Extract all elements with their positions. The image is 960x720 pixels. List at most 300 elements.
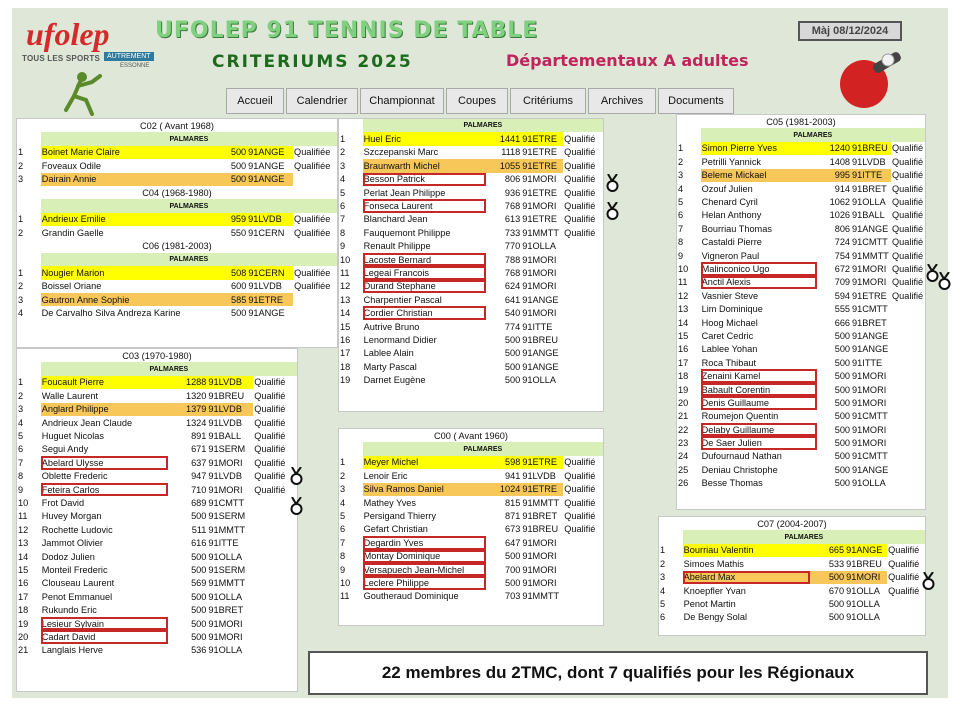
club-cell: 91ANGE bbox=[522, 294, 559, 305]
points-cell: 1118 bbox=[501, 147, 521, 158]
name-cell: Deniau Christophe bbox=[701, 464, 778, 475]
points-cell: 500 bbox=[191, 511, 207, 522]
club-cell: 91MORI bbox=[522, 254, 557, 265]
name-cell: Blanchard Jean bbox=[363, 214, 428, 225]
name-cell: Goutheraud Dominique bbox=[363, 591, 459, 602]
name-cell: Lablee Yohan bbox=[701, 344, 758, 355]
club-cell: 91ETRE bbox=[521, 483, 563, 496]
points-cell: 673 bbox=[504, 524, 521, 535]
logo-tagline-box: AUTREMENT bbox=[104, 52, 154, 61]
name-cell: Caret Cedric bbox=[701, 330, 754, 341]
rank-cell: 17 bbox=[339, 347, 363, 360]
status-cell bbox=[891, 396, 925, 409]
club-cell: 91LVDB bbox=[852, 156, 886, 167]
points-cell: 666 bbox=[834, 317, 851, 328]
status-cell: Qualifiée bbox=[294, 147, 331, 158]
points-cell: 500 bbox=[834, 397, 851, 408]
points-cell: 500 bbox=[834, 411, 851, 422]
status-cell: Qualifié bbox=[564, 457, 596, 468]
table-row bbox=[339, 280, 603, 293]
club-cell: 91MORI bbox=[522, 281, 557, 292]
club-cell: 91ANGE bbox=[852, 223, 889, 234]
table-row bbox=[17, 416, 297, 429]
points-cell: 500 bbox=[834, 371, 851, 382]
table-row bbox=[17, 376, 297, 389]
nav-championnat[interactable]: Championnat bbox=[360, 88, 444, 114]
table-row bbox=[17, 483, 297, 496]
rank-cell: 16 bbox=[677, 343, 701, 356]
nav-accueil[interactable]: Accueil bbox=[226, 88, 284, 114]
name-cell: Castaldi Pierre bbox=[701, 237, 762, 248]
points-cell: 500 bbox=[230, 308, 247, 319]
club-cell: 91OLLA bbox=[522, 375, 556, 386]
club-cell: 91MMTT bbox=[208, 578, 246, 589]
points-cell: 672 bbox=[834, 263, 851, 274]
name-cell: Jammot Olivier bbox=[41, 538, 103, 549]
nav-documents[interactable]: Documents bbox=[658, 88, 734, 114]
club-cell: 91CERN bbox=[247, 266, 293, 279]
club-cell: 91ITTE bbox=[851, 169, 891, 182]
rank-cell: 19 bbox=[17, 617, 41, 630]
points-cell: 670 bbox=[828, 585, 845, 596]
club-cell: 91LVDB bbox=[208, 471, 242, 482]
rank-cell: 9 bbox=[677, 249, 701, 262]
club-cell: 91ETRE bbox=[522, 147, 557, 158]
rank-cell: 8 bbox=[677, 236, 701, 249]
rank-cell: 11 bbox=[17, 510, 41, 523]
club-cell: 91OLLA bbox=[846, 599, 880, 610]
table-row bbox=[339, 186, 603, 199]
table-row bbox=[677, 142, 925, 155]
rank-cell: 12 bbox=[677, 289, 701, 302]
status-cell bbox=[891, 302, 925, 315]
name-cell: Cadart David bbox=[41, 630, 168, 643]
status-cell: Qualifié bbox=[892, 250, 924, 261]
table-row bbox=[17, 630, 297, 643]
table-row bbox=[677, 302, 925, 315]
status-cell bbox=[563, 306, 603, 319]
status-cell: Qualifié bbox=[564, 187, 596, 198]
status-cell: Qualifié bbox=[564, 174, 596, 185]
name-cell: Abelard Max bbox=[683, 571, 810, 584]
status-cell bbox=[563, 360, 603, 373]
club-cell: 91MORI bbox=[845, 571, 887, 584]
name-cell: Petrilli Yannick bbox=[701, 156, 762, 167]
name-cell: Langlais Herve bbox=[41, 645, 103, 656]
status-cell bbox=[563, 333, 603, 346]
palmares-header: PALMARES bbox=[363, 442, 603, 455]
points-cell: 536 bbox=[191, 645, 207, 656]
name-cell: Beleme Mickael bbox=[701, 169, 818, 182]
table-row bbox=[677, 410, 925, 423]
name-cell: Clouseau Laurent bbox=[41, 578, 115, 589]
table-row bbox=[659, 611, 925, 624]
club-cell: 91OLLA bbox=[846, 612, 880, 623]
table-row bbox=[17, 159, 337, 172]
table-row bbox=[17, 429, 297, 442]
club-cell: 91MORI bbox=[522, 564, 557, 575]
name-cell: Degardin Yves bbox=[363, 536, 486, 549]
club-cell: 91MORI bbox=[208, 618, 243, 629]
c01-table bbox=[339, 119, 603, 387]
table-row bbox=[17, 456, 297, 469]
club-cell: 91MMTT bbox=[208, 524, 246, 535]
rank-cell: 3 bbox=[17, 173, 41, 186]
table-row bbox=[17, 306, 337, 319]
name-cell: De Bengy Solal bbox=[683, 612, 747, 623]
women-tables-panel bbox=[16, 118, 338, 348]
table-row bbox=[17, 389, 297, 402]
name-cell: Lim Dominique bbox=[701, 304, 763, 315]
club-cell: 91BREU bbox=[522, 524, 559, 535]
status-cell bbox=[891, 329, 925, 342]
club-cell: 91ITTE bbox=[852, 357, 883, 368]
nav-coupes[interactable]: Coupes bbox=[446, 88, 508, 114]
name-cell: Chenard Cyril bbox=[701, 197, 758, 208]
status-cell bbox=[253, 577, 297, 590]
status-cell bbox=[563, 320, 603, 333]
table-row bbox=[677, 209, 925, 222]
status-cell bbox=[891, 423, 925, 436]
table-row bbox=[659, 544, 925, 557]
table-row bbox=[17, 563, 297, 576]
status-cell: Qualifié bbox=[254, 444, 286, 455]
club-cell: 91MMTT bbox=[852, 250, 889, 261]
club-cell: 91BRET bbox=[852, 183, 887, 194]
status-cell bbox=[253, 630, 297, 643]
status-cell: Qualifié bbox=[564, 524, 596, 535]
table-row bbox=[339, 213, 603, 226]
points-cell: 500 bbox=[834, 464, 851, 475]
name-cell: Charpentier Pascal bbox=[363, 294, 442, 305]
club-cell: 91MORI bbox=[522, 201, 557, 212]
points-cell: 724 bbox=[834, 237, 851, 248]
rank-cell: 22 bbox=[677, 423, 701, 436]
status-cell: Qualifié bbox=[892, 290, 924, 301]
status-cell: Qualifiée bbox=[294, 267, 331, 278]
table-row bbox=[339, 360, 603, 373]
status-cell: Qualifié bbox=[892, 143, 924, 154]
club-cell: 91ANGE bbox=[248, 160, 285, 171]
rank-cell: 5 bbox=[339, 186, 363, 199]
table-row bbox=[339, 550, 603, 563]
points-cell: 1320 bbox=[185, 390, 207, 401]
points-cell: 1062 bbox=[829, 197, 851, 208]
status-cell bbox=[887, 611, 925, 624]
table-row bbox=[17, 280, 337, 293]
rank-cell: 5 bbox=[677, 195, 701, 208]
table-row bbox=[17, 536, 297, 549]
table-row bbox=[677, 383, 925, 396]
points-cell: 710 bbox=[191, 484, 207, 495]
club-cell: 91ANGE bbox=[247, 146, 293, 159]
name-cell: Braunwarth Michel bbox=[363, 159, 486, 172]
points-cell: 941 bbox=[504, 470, 521, 481]
club-cell: 91ANGE bbox=[248, 308, 285, 319]
club-cell: 91ANGE bbox=[522, 361, 559, 372]
rank-cell: 18 bbox=[339, 360, 363, 373]
name-cell: Szczepanski Marc bbox=[363, 147, 439, 158]
table-row bbox=[17, 590, 297, 603]
name-cell: Gautron Anne Sophie bbox=[41, 293, 208, 306]
club-cell: 91MORI bbox=[852, 438, 887, 449]
rank-cell: 4 bbox=[17, 416, 41, 429]
table-row bbox=[659, 571, 925, 584]
nav-archives[interactable]: Archives bbox=[588, 88, 656, 114]
rank-cell: 10 bbox=[17, 496, 41, 509]
c00-table bbox=[339, 429, 603, 603]
rank-cell: 1 bbox=[17, 376, 41, 389]
c05-panel bbox=[676, 114, 926, 510]
club-cell: 91MORI bbox=[852, 397, 887, 408]
table-row bbox=[339, 536, 603, 549]
rank-cell: 5 bbox=[659, 597, 683, 610]
table-row bbox=[677, 463, 925, 476]
status-cell bbox=[253, 563, 297, 576]
name-cell: Fonseca Laurent bbox=[363, 199, 486, 212]
status-cell bbox=[891, 436, 925, 449]
palmares-header: PALMARES bbox=[701, 128, 925, 141]
club-cell: 91ITTE bbox=[522, 321, 553, 332]
club-cell: 91BREU bbox=[522, 334, 559, 345]
points-cell: 511 bbox=[191, 524, 207, 535]
rank-cell: 10 bbox=[339, 253, 363, 266]
club-cell: 91LVDB bbox=[522, 470, 556, 481]
status-cell: Qualifié bbox=[888, 558, 920, 569]
points-cell: 768 bbox=[504, 201, 521, 212]
points-cell: 947 bbox=[191, 471, 207, 482]
page-background bbox=[12, 8, 948, 698]
table-row bbox=[17, 577, 297, 590]
table-row bbox=[17, 496, 297, 509]
points-cell: 500 bbox=[230, 160, 247, 171]
name-cell: Meyer Michel bbox=[363, 456, 486, 469]
rank-cell: 4 bbox=[659, 584, 683, 597]
table-row bbox=[339, 563, 603, 576]
name-cell: Renault Philippe bbox=[363, 241, 431, 252]
c03-table bbox=[17, 349, 297, 657]
points-cell: 806 bbox=[834, 223, 851, 234]
points-cell: 500 bbox=[191, 631, 207, 642]
ufolep-logo[interactable] bbox=[12, 8, 151, 118]
club-cell: 91MORI bbox=[852, 277, 887, 288]
name-cell: Denis Guillaume bbox=[701, 396, 818, 409]
name-cell: Foveaux Odile bbox=[41, 160, 101, 171]
club-cell: 91ETRE bbox=[521, 132, 563, 145]
points-cell: 733 bbox=[504, 227, 521, 238]
category-title: C06 (1981-2003) bbox=[17, 240, 337, 253]
rank-cell: 2 bbox=[339, 146, 363, 159]
points-cell: 815 bbox=[504, 497, 521, 508]
status-cell: Qualifié bbox=[892, 223, 924, 234]
rank-cell: 19 bbox=[677, 383, 701, 396]
rank-cell: 18 bbox=[17, 603, 41, 616]
status-cell: Qualifié bbox=[564, 214, 596, 225]
table-row bbox=[339, 483, 603, 496]
palmares-header: PALMARES bbox=[683, 530, 925, 543]
c04-table bbox=[17, 186, 337, 240]
logo-wordmark: ufolep bbox=[26, 16, 110, 52]
name-cell: Lenoir Eric bbox=[363, 470, 408, 481]
status-cell bbox=[891, 410, 925, 423]
table-row bbox=[677, 249, 925, 262]
rank-cell: 13 bbox=[339, 293, 363, 306]
points-cell: 768 bbox=[504, 267, 521, 278]
name-cell: Penot Martin bbox=[683, 599, 736, 610]
name-cell: Boinet Marie Claire bbox=[41, 146, 208, 159]
rank-cell: 20 bbox=[677, 396, 701, 409]
club-cell: 91SERM bbox=[208, 444, 246, 455]
points-cell: 754 bbox=[834, 250, 851, 261]
rank-cell: 21 bbox=[17, 644, 41, 657]
table-row bbox=[677, 450, 925, 463]
status-cell: Qualifié bbox=[892, 263, 924, 274]
name-cell: Roca Thibaut bbox=[701, 357, 757, 368]
points-cell: 500 bbox=[208, 173, 248, 186]
nav-criteriums[interactable]: Critériums bbox=[510, 88, 586, 114]
points-cell: 500 bbox=[810, 571, 846, 584]
club-cell: 91LVDB bbox=[208, 417, 242, 428]
name-cell: Babault Corentin bbox=[701, 383, 818, 396]
status-cell bbox=[563, 576, 603, 589]
name-cell: Huvey Morgan bbox=[41, 511, 102, 522]
status-cell: Qualifié bbox=[254, 431, 286, 442]
category-title: C04 (1968-1980) bbox=[17, 186, 337, 199]
points-cell: 1441 bbox=[486, 132, 522, 145]
points-cell: 1024 bbox=[486, 483, 522, 496]
club-cell: 91BRET bbox=[852, 317, 887, 328]
name-cell: Lesieur Sylvain bbox=[41, 617, 168, 630]
status-cell bbox=[253, 590, 297, 603]
club-cell: 91CMTT bbox=[208, 497, 245, 508]
club-cell: 91MORI bbox=[522, 174, 557, 185]
points-cell: 500 bbox=[191, 564, 207, 575]
rank-cell: 5 bbox=[17, 429, 41, 442]
status-cell bbox=[253, 617, 297, 630]
points-cell: 500 bbox=[828, 599, 845, 610]
name-cell: De Saer Julien bbox=[701, 436, 818, 449]
rank-cell: 2 bbox=[17, 389, 41, 402]
rank-cell: 9 bbox=[339, 240, 363, 253]
page-subtitle: Départementaux A adultes bbox=[506, 51, 749, 70]
status-cell bbox=[253, 603, 297, 616]
rank-cell: 6 bbox=[677, 209, 701, 222]
category-title: C02 ( Avant 1968) bbox=[17, 119, 337, 132]
status-cell bbox=[891, 316, 925, 329]
rank-cell: 3 bbox=[677, 169, 701, 182]
rank-cell: 7 bbox=[339, 213, 363, 226]
name-cell: Delaby Guillaume bbox=[701, 423, 818, 436]
name-cell: Boissel Oriane bbox=[41, 281, 102, 292]
summary-banner: 22 membres du 2TMC, dont 7 qualifiés pour les Régionaux bbox=[308, 651, 928, 695]
club-cell: 91BRET bbox=[522, 511, 558, 522]
table-row bbox=[17, 146, 337, 159]
rank-cell: 18 bbox=[677, 369, 701, 382]
name-cell: Helan Anthony bbox=[701, 210, 762, 221]
table-row bbox=[339, 240, 603, 253]
name-cell: Dodoz Julien bbox=[41, 551, 95, 562]
table-row bbox=[659, 597, 925, 610]
name-cell: Vasnier Steve bbox=[701, 290, 759, 301]
c03-panel bbox=[16, 348, 298, 692]
status-cell: Qualifiée bbox=[294, 214, 331, 225]
rank-cell: 13 bbox=[677, 302, 701, 315]
status-cell: Qualifiée bbox=[294, 227, 331, 238]
status-cell bbox=[891, 369, 925, 382]
name-cell: Darnet Eugène bbox=[363, 375, 426, 386]
points-cell: 871 bbox=[504, 511, 521, 522]
rank-cell: 4 bbox=[17, 306, 41, 319]
points-cell: 500 bbox=[828, 612, 845, 623]
points-cell: 500 bbox=[834, 424, 851, 435]
status-cell: Qualifié bbox=[888, 572, 920, 583]
rank-cell: 17 bbox=[677, 356, 701, 369]
name-cell: Anglard Philippe bbox=[41, 403, 168, 416]
status-cell: Qualifié bbox=[564, 511, 596, 522]
points-cell: 500 bbox=[834, 344, 851, 355]
status-cell bbox=[293, 173, 337, 186]
club-cell: 91MMTT bbox=[522, 591, 560, 602]
status-cell: Qualifié bbox=[892, 277, 924, 288]
status-cell: Qualifié bbox=[254, 457, 286, 468]
nav-calendrier[interactable]: Calendrier bbox=[286, 88, 358, 114]
name-cell: Bourriau Thomas bbox=[701, 223, 772, 234]
c01-panel bbox=[338, 118, 604, 412]
status-cell: Qualifié bbox=[888, 545, 920, 556]
points-cell: 500 bbox=[504, 334, 521, 345]
name-cell: Huel Eric bbox=[363, 132, 486, 145]
table-row bbox=[339, 523, 603, 536]
rank-cell: 6 bbox=[339, 199, 363, 212]
rank-cell: 17 bbox=[17, 590, 41, 603]
rank-cell: 11 bbox=[339, 266, 363, 279]
table-row bbox=[339, 173, 603, 186]
update-date: Màj 08/12/2024 bbox=[798, 21, 902, 41]
club-cell: 91OLLA bbox=[208, 591, 243, 602]
club-cell: 91MMTT bbox=[522, 497, 560, 508]
points-cell: 1379 bbox=[168, 403, 208, 416]
rank-cell: 1 bbox=[677, 142, 701, 155]
points-cell: 500 bbox=[834, 478, 851, 489]
rank-cell: 8 bbox=[339, 226, 363, 239]
rank-cell: 25 bbox=[677, 463, 701, 476]
rank-cell: 10 bbox=[339, 576, 363, 589]
points-cell: 806 bbox=[504, 174, 521, 185]
rank-cell: 1 bbox=[17, 266, 41, 279]
rank-cell: 10 bbox=[677, 262, 701, 275]
name-cell: Rukundo Eric bbox=[41, 605, 97, 616]
palmares-header: PALMARES bbox=[41, 199, 337, 212]
rank-cell: 13 bbox=[17, 536, 41, 549]
rank-cell: 1 bbox=[659, 544, 683, 557]
points-cell: 569 bbox=[191, 578, 207, 589]
status-cell: Qualifié bbox=[254, 417, 286, 428]
club-cell: 91BREU bbox=[846, 558, 882, 569]
name-cell: Roumejon Quentin bbox=[701, 411, 779, 422]
medal-icon bbox=[290, 467, 303, 486]
table-row bbox=[17, 470, 297, 483]
rank-cell: 7 bbox=[677, 222, 701, 235]
rank-cell: 12 bbox=[339, 280, 363, 293]
club-cell: 91OLLA bbox=[208, 551, 243, 562]
points-cell: 500 bbox=[504, 348, 521, 359]
points-cell: 500 bbox=[834, 384, 851, 395]
status-cell: Qualifiée bbox=[294, 281, 331, 292]
medal-icon bbox=[606, 174, 619, 193]
table-row bbox=[677, 396, 925, 409]
rank-cell: 12 bbox=[17, 523, 41, 536]
rank-cell: 2 bbox=[17, 226, 41, 239]
